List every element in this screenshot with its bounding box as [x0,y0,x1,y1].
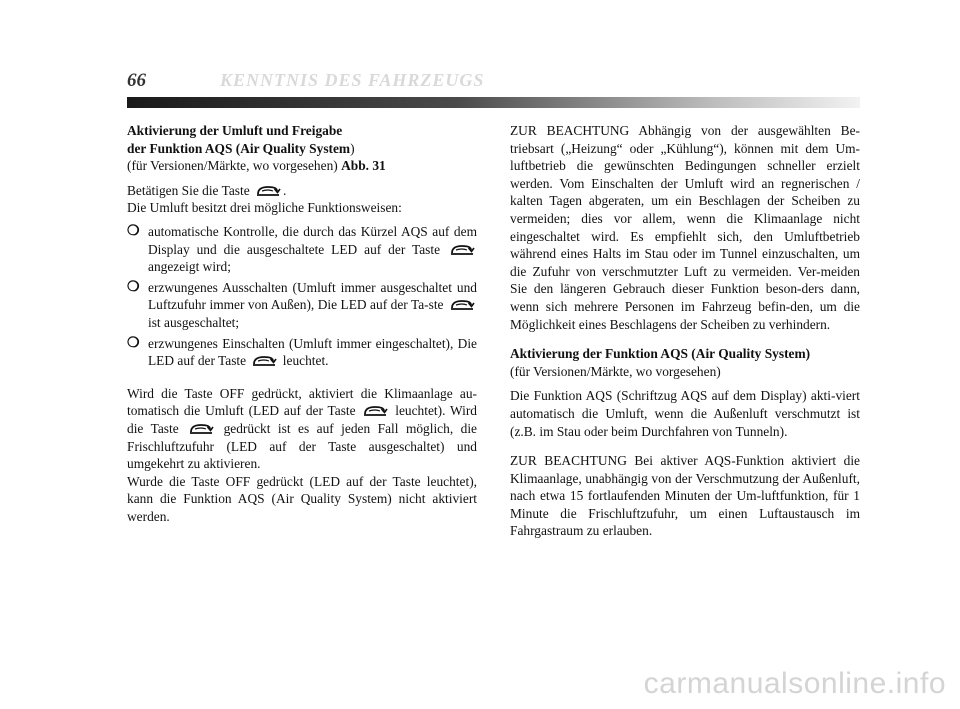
section-subheading-aqs: (für Versionen/Märkte, wo vorgesehen) [510,363,721,379]
intro-line-2: Die Umluft besitzt drei mögliche Funktionsweisen: [127,200,402,216]
section-subheading [127,157,477,175]
recirculation-icon [251,354,277,367]
recirculation-icon [449,243,475,256]
recirculation-icon [255,184,281,197]
mode-list [127,223,477,370]
header-bar [127,97,860,108]
paragraph-text: Wird die Taste OFF gedrückt, aktiviert die Klimaanlage au-tomatisch die Umluft (LED auf der Taste [127,385,477,419]
aqs-paragraph: Die Funktion AQS (Schriftzug AQS auf dem Display) akti-viert automatisch die Umluft, wenn die Außenluft verschmutzt ist (z.B. im Stau oder beim Durchfahren von Tunneln). [510,388,860,439]
recirculation-icon [362,404,388,417]
bullet-icon: ❍ [127,223,140,239]
heading-paren: ) [350,140,355,156]
recirculation-icon [188,422,214,435]
left-column [127,122,477,525]
watermark: carmanualsonline.info [643,667,946,700]
subheading-text: (für Versionen/Märkte, wo vorgesehen) [127,158,342,174]
heading-line-2: der Funktion AQS (Air Quality System [127,140,351,156]
section-title: KENNTNIS DES FAHRZEUGS [220,70,485,90]
list-item-text-end: ist ausgeschaltet; [148,314,240,330]
heading-line-1: Aktivierung der Umluft und Freigabe [127,123,343,138]
section-heading-umluft [127,122,477,157]
bullet-icon: ❍ [127,279,140,295]
off-key-paragraph [127,385,477,473]
note-paragraph-2: ZUR BEACHTUNG Bei aktiver AQS-Funktion aktiviert die Klimaanlage, unabhängig von der Verschmutzung der Außenluft, nach etwa 15 fortlaufenden Minuten der Um-luftfunktion, für 1 Minute die Frischluftzufuhr, um einen Luftaustausch im Fahrgastraum zu erlauben. [510,453,860,539]
list-item-text: erzwungenes Ausschalten (Umluft immer ausgeschaltet und Luftzufuhr immer von Außen), Die LED auf der Ta-ste [148,279,477,313]
paragraph-text: gedrückt ist es auf jeden Fall möglich, die Frischluftzufuhr (LED auf der Taste ausgeschaltet) und umgekehrt zu aktivieren. [127,420,477,472]
list-item-text: automatische Kontrolle, die durch das Kürzel AQS auf dem Display und die ausgeschaltete LED auf der Taste [148,223,477,257]
list-item [127,279,477,332]
intro-punct: . [283,182,287,198]
list-item-text-end: angezeigt wird; [148,259,231,275]
list-item-text: erzwungenes Einschalten (Umluft immer eingeschaltet), Die LED auf der Taste [148,335,477,369]
right-column [510,122,860,540]
paragraph-text: leuchtet). Wird die Taste [127,403,477,436]
page-number: 66 [127,70,146,91]
section-heading-aqs: Aktivierung der Funktion AQS (Air Quality System) [510,346,811,362]
list-item-text-end: leuchtet. [279,353,329,369]
figure-reference: Abb. 31 [341,158,386,174]
intro-text: Betätigen Sie die Taste [127,182,250,198]
list-item [127,335,477,370]
bullet-icon: ❍ [127,335,140,351]
aqs-disabled-paragraph: Wurde die Taste OFF gedrückt (LED auf der Taste leuchtet), kann die Funktion AQS (Air Quality System) nicht aktiviert werden. [127,473,477,524]
list-item [127,223,477,276]
note-paragraph: ZUR BEACHTUNG Abhängig von der ausgewählten Be-triebsart („Heizung“ oder „Kühlung“), können mit dem Um-luftbetrieb die gewünschten Bedingungen schneller erzielt werden. Vom Einschalten der Umluft wird an regnerischen / kalten Tagen abgeraten, um ein Beschlagen der Scheiben zu vermeiden; dies vor allem, wenn die Klimaanlage nicht eingeschaltet wird. Es empfiehlt sich, den Umluftbetrieb während eines Halts im Stau oder im Tunnel einzuschalten, um die Zufuhr von verschmutzter Luft zu vermeiden. Ver-meiden Sie den längeren Gebrauch dieser Funktion beson-ders dann, wenn sich mehrere Personen im Fahrzeug befin-den, um die Möglichkeit eines Beschlagens der Scheiben zu verhindern. [510,123,860,332]
recirculation-icon [449,298,475,311]
intro-paragraph [127,182,477,217]
